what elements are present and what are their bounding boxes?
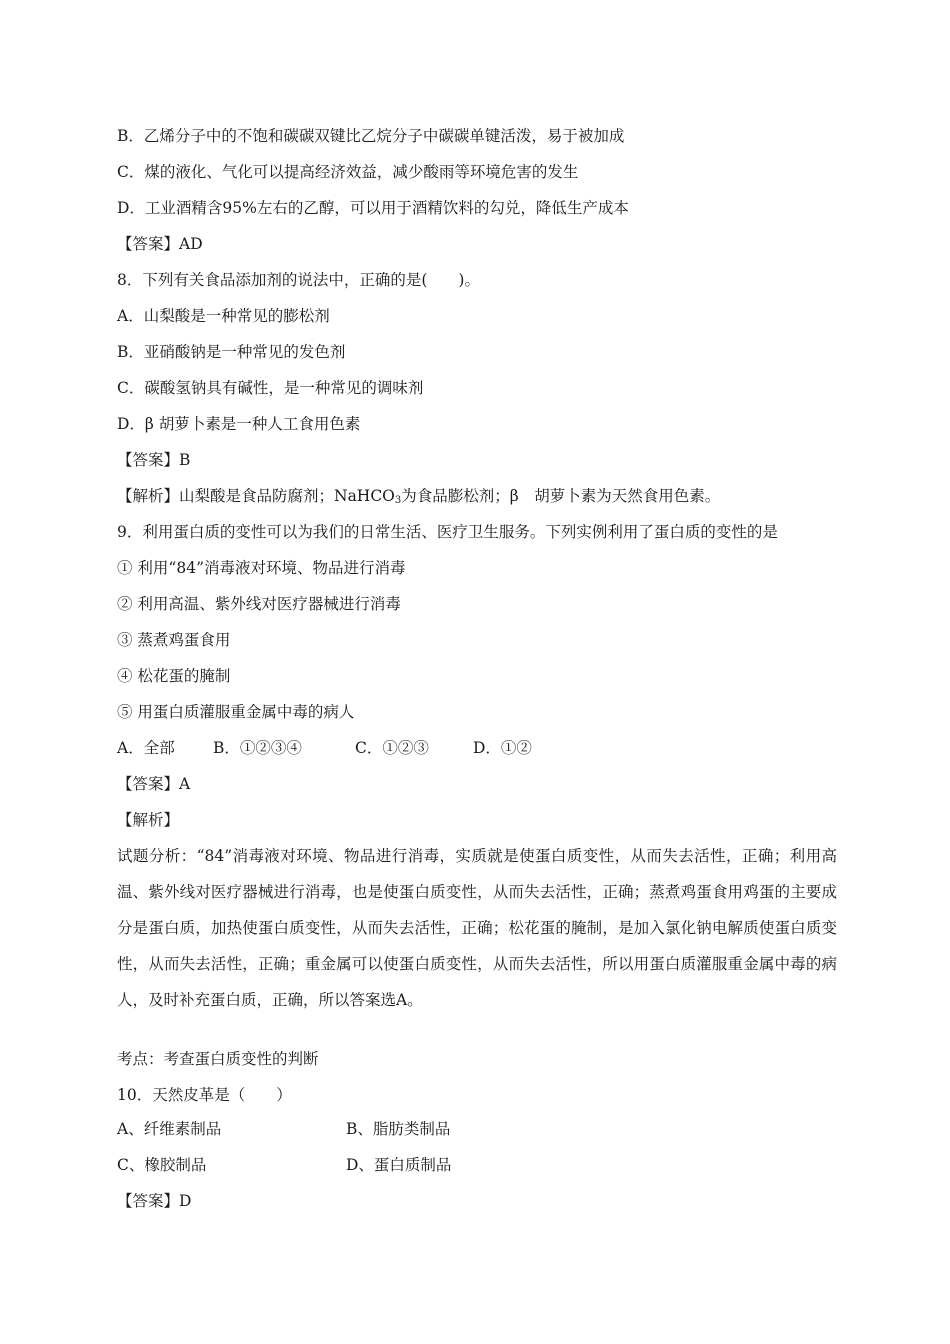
q7-answer: 【答案】AD <box>117 235 203 253</box>
q9-answer: 【答案】A <box>117 775 191 793</box>
q9-options <box>117 737 532 759</box>
q7-option-d: D．工业酒精含95%左右的乙醇，可以用于酒精饮料的勾兑，降低生产成本 <box>117 199 629 217</box>
q9-option-a: A．全部 <box>117 739 175 757</box>
q8-option-d: D．β 胡萝卜素是一种人工食用色素 <box>117 415 361 433</box>
q8-option-b: B．亚硝酸钠是一种常见的发色剂 <box>117 343 346 361</box>
q7-option-b: B．乙烯分子中的不饱和碳碳双键比乙烷分子中碳碳单键活泼，易于被加成 <box>117 127 625 145</box>
q9-option-c: C．①②③ <box>355 739 429 757</box>
q9-option-d: D．①② <box>473 739 532 757</box>
q8-option-c: C．碳酸氢钠具有碱性，是一种常见的调味剂 <box>117 379 424 397</box>
q8-analysis <box>117 485 720 512</box>
q8-stem: 8．下列有关食品添加剂的说法中，正确的是( )。 <box>117 271 480 289</box>
q10-option-c: C、橡胶制品 <box>117 1156 207 1174</box>
q8-answer: 【答案】B <box>117 451 191 469</box>
q9-stem: 9．利用蛋白质的变性可以为我们的日常生活、医疗卫生服务。下列实例利用了蛋白质的变性的是 <box>117 523 778 541</box>
q9-analysis-body: 试题分析：“84”消毒液对环境、物品进行消毒，实质就是使蛋白质变性，从而失去活性，正确；利用高温、紫外线对医疗器械进行消毒，也是使蛋白质变性，从而失去活性，正确；蒸煮鸡蛋食用鸡蛋的主要成分是蛋白质，加热使蛋白质变性，从而失去活性，正确；松花蛋的腌制，是加入氯化钠电解质使蛋白质变性，从而失去活性，正确；重金属可以使蛋白质变性，从而失去活性，所以用蛋白质灌服重金属中毒的病人，及时补充蛋白质，正确，所以答案选A。 <box>117 847 837 1009</box>
q10-options-row-2 <box>117 1154 451 1176</box>
q9-option-b: B．①②③④ <box>213 739 302 757</box>
q9-item-2: ② 利用高温、紫外线对医疗器械进行消毒 <box>117 595 401 613</box>
q10-answer: 【答案】D <box>117 1192 192 1210</box>
q9-item-5: ⑤ 用蛋白质灌服重金属中毒的病人 <box>117 703 355 721</box>
q10-options-row-1 <box>117 1118 450 1140</box>
q10-option-d: D、蛋白质制品 <box>346 1156 452 1174</box>
q8-analysis-suffix: 为食品膨松剂；β 胡萝卜素为天然食用色素。 <box>401 487 721 505</box>
q9-kaodian: 考点：考查蛋白质变性的判断 <box>117 1050 319 1068</box>
q10-option-a: A、纤维素制品 <box>117 1120 222 1138</box>
q10-stem: 10．天然皮革是（ ） <box>117 1086 292 1104</box>
q9-analysis-heading: 【解析】 <box>117 811 180 829</box>
q9-item-1: ① 利用“84”消毒液对环境、物品进行消毒 <box>117 559 406 577</box>
q9-item-4: ④ 松花蛋的腌制 <box>117 667 231 685</box>
q8-analysis-prefix: 【解析】山梨酸是食品防腐剂；NaHCO <box>117 487 395 505</box>
q8-option-a: A．山梨酸是一种常见的膨松剂 <box>117 307 330 325</box>
q8-analysis-subscript: 3 <box>394 495 402 506</box>
q10-option-b: B、脂肪类制品 <box>346 1120 451 1138</box>
q9-item-3: ③ 蒸煮鸡蛋食用 <box>117 631 231 649</box>
q7-option-c: C．煤的液化、气化可以提高经济效益，减少酸雨等环境危害的发生 <box>117 163 579 181</box>
